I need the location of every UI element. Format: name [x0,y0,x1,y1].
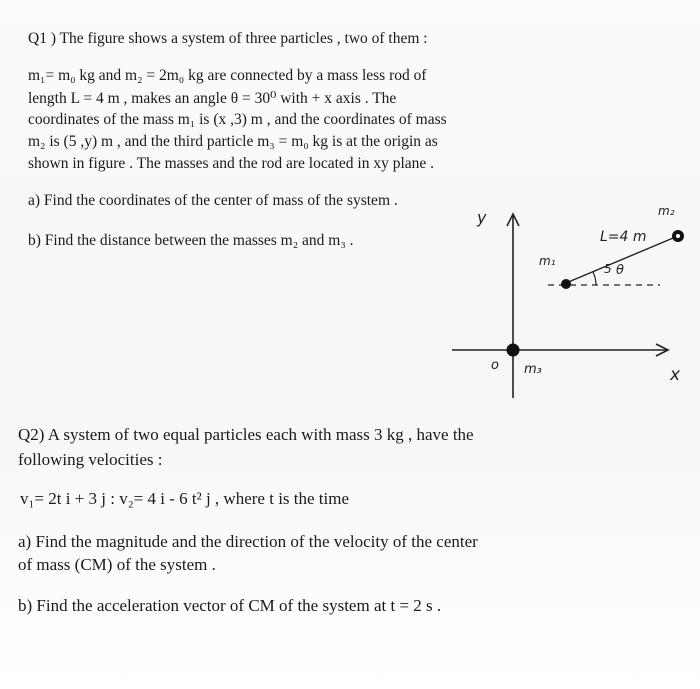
angle-value-label: 5 [604,262,612,276]
y-axis-label: y [477,208,487,227]
x-axis-label: x [670,365,681,385]
angle-arc [593,272,596,285]
mass-m1-dot [561,279,571,289]
m3-label: m₃ [524,362,542,377]
origin-label: o [491,358,499,373]
mass-m2-highlight [676,234,680,238]
m1-label: m₁ [539,254,556,268]
q1-part-a: a) Find the coordinates of the center of mass of the system . [28,192,398,209]
q1-line-5: shown in figure . The masses and the rod are located in xy plane . [28,155,435,172]
q2-line-2: following velocities : [18,450,163,469]
m2-label: m₂ [658,204,675,218]
q2-part-b: b) Find the acceleration vector of CM of the system at t = 2 s . [18,596,442,615]
q2-part-a-line-1: a) Find the magnitude and the direction of the velocity of the center [18,532,478,551]
q1-line-4: m₂ is (5 ,y) m , and the third particle m₃ = m₀ kg is at the origin as [28,133,438,150]
q1-line-2: length L = 4 m , makes an angle θ = 30⁰ with + x axis . The [28,90,397,107]
length-label: L=4 m [600,229,647,245]
mass-m3-dot [507,344,520,357]
q2-part-a-line-2: of mass (CM) of the system . [18,555,216,574]
angle-label: θ [616,263,624,278]
q2-velocities: v₁= 2t i + 3 j : v₂= 4 i - 6 t² j , where t is the time [20,489,350,508]
q1-line-1: m₁= m₀ kg and m₂ = 2m₀ kg are connected by a mass less rod of [28,67,427,84]
q1-title: Q1 ) The figure shows a system of three particles , two of them : [28,30,428,47]
q1-part-b: b) Find the distance between the masses m₂ and m₃ . [28,232,354,249]
q2-line-1: Q2) A system of two equal particles each with mass 3 kg , have the [18,425,474,444]
q1-line-3: coordinates of the mass m₁ is (x ,3) m , and the coordinates of mass [28,111,447,128]
